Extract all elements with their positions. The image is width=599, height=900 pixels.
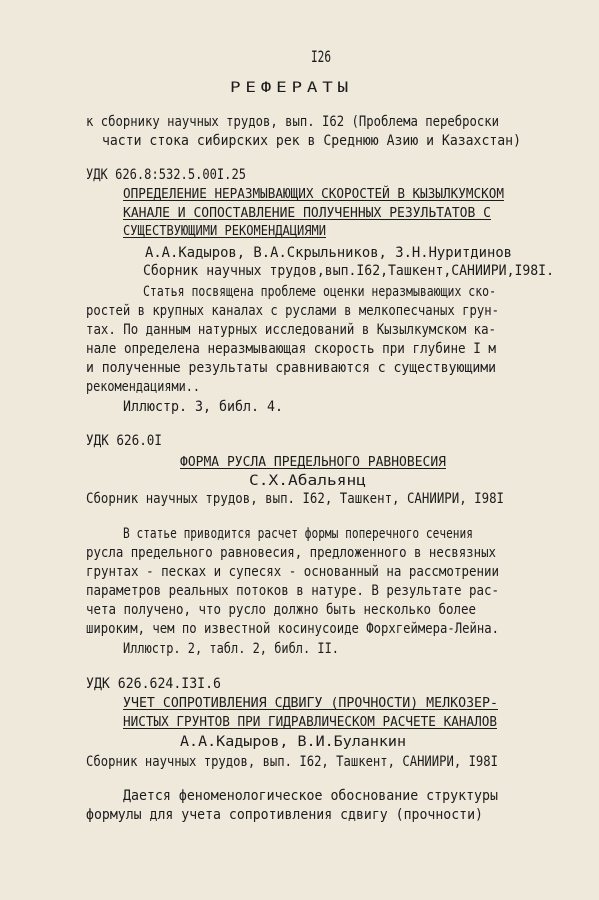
abstract-source: Сборник научных трудов,вып.I62,Ташкент,САНИИРИ,I98I. bbox=[143, 263, 554, 279]
abstract-references: Иллюстр. 2, табл. 2, библ. II. bbox=[123, 641, 339, 657]
abstract-authors: С.Х.Абальянц bbox=[249, 473, 366, 489]
abstract-authors: А.А.Кадыров, В.И.Буланкин bbox=[180, 734, 406, 750]
abstract-body-line: В статье приводится расчет формы поперечного сечения bbox=[123, 526, 473, 542]
abstract-body-line: ростей в крупных каналах с руслами в мелкопесчаных грун- bbox=[86, 303, 499, 319]
abstract-title-line: УЧЕТ СОПРОТИВЛЕНИЯ СДВИГУ (ПРОЧНОСТИ) МЕЛКОЗЕР- bbox=[123, 695, 498, 711]
udk-code: УДК 626.0I bbox=[86, 433, 162, 449]
abstract-body-line: чета получено, что русло должно быть несколько более bbox=[86, 602, 476, 618]
udk-code: УДК 626.624.I3I.6 bbox=[86, 676, 221, 692]
abstract-body-line: и полученные результаты сравниваются с существующими bbox=[86, 360, 496, 376]
abstract-body-line: грунтах - песках и супесях - основанный на рассмотрении bbox=[86, 564, 499, 580]
abstract-body-line: Статья посвящена проблеме оценки неразмывающих ско- bbox=[143, 284, 496, 300]
abstract-body-line: нале определена неразмывающая скорость при глубине I м bbox=[86, 341, 496, 357]
section-heading: РЕФЕРАТЫ bbox=[230, 80, 353, 96]
page-number: I26 bbox=[311, 47, 331, 66]
abstract-body-line: формулы для учета сопротивления сдвигу (прочности) bbox=[86, 807, 483, 823]
abstract-body-line: параметров реальных потоков в натуре. В результате рас- bbox=[86, 583, 499, 599]
abstract-body-line: русла предельного равновесия, предложенного в несвязных bbox=[86, 545, 496, 561]
abstract-title-line: НИСТЫХ ГРУНТОВ ПРИ ГИДРАВЛИЧЕСКОМ РАСЧЕТЕ КАНАЛОВ bbox=[123, 714, 497, 730]
abstract-body-line: рекомендациями.. bbox=[86, 379, 200, 395]
abstract-body-line: тах. По данным натурных исследований в Кызылкумском ка- bbox=[86, 322, 496, 338]
abstract-body-line: широким, чем по известной косинусоиде Форхгеймера-Лейна. bbox=[86, 621, 499, 637]
udk-code: УДК 626.8:532.5.00I.25 bbox=[86, 167, 246, 183]
intro-line: к сборнику научных трудов, вып. I62 (Проблема переброски bbox=[86, 114, 499, 130]
abstract-title-line: КАНАЛЕ И СОПОСТАВЛЕНИЕ ПОЛУЧЕННЫХ РЕЗУЛЬТАТОВ С bbox=[123, 205, 491, 221]
abstract-source: Сборник научных трудов, вып. I62, Ташкент, САНИИРИ, I98I bbox=[86, 491, 504, 507]
abstract-title-line: ФОРМА РУСЛА ПРЕДЕЛЬНОГО РАВНОВЕСИЯ bbox=[180, 454, 446, 470]
abstract-authors: А.А.Кадыров, В.А.Скрыльников, З.Н.Нуритдинов bbox=[145, 245, 512, 261]
abstract-references: Иллюстр. 3, библ. 4. bbox=[123, 399, 283, 415]
abstract-title-line: ОПРЕДЕЛЕНИЕ НЕРАЗМЫВАЮЩИХ СКОРОСТЕЙ В КЫЗЫЛКУМСКОМ bbox=[123, 186, 504, 202]
abstract-body-line: Дается феноменологическое обоснование структуры bbox=[123, 788, 498, 804]
intro-line: части стока сибирских рек в Среднюю Азию и Казахстан) bbox=[102, 133, 521, 149]
abstract-source: Сборник научных трудов, вып. I62, Ташкент, САНИИРИ, I98I bbox=[86, 754, 498, 770]
abstract-title-line: СУЩЕСТВУЮЩИМИ РЕКОМЕНДАЦИЯМИ bbox=[123, 223, 326, 239]
